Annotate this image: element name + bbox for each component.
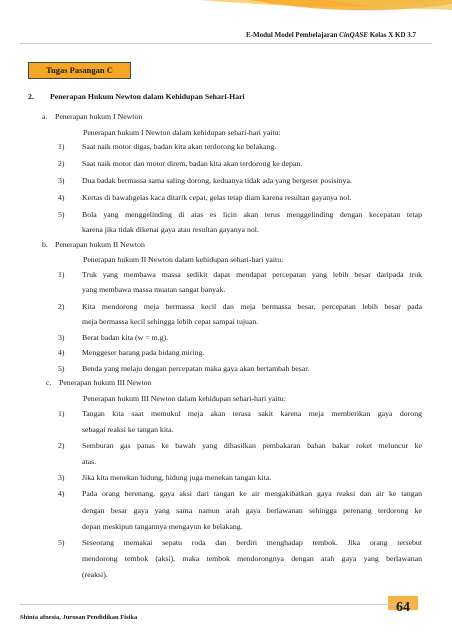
item-text: Kertas di bawahgelas kaca ditarik cepat, gelas tetap diam karena resultan gayanya nol. bbox=[82, 193, 352, 202]
subsection-letter: b. bbox=[42, 240, 48, 249]
subsection-title: Penerapan hukum II Newton bbox=[55, 240, 145, 249]
intro-text: Penerapan hukum I Newton dalam kehidupan sehari-hari yaitu: bbox=[83, 128, 281, 137]
item-text: Benda yang melaju dengan percepatan maka gaya akan bertambah besar. bbox=[82, 364, 310, 373]
item-number: 5) bbox=[58, 210, 65, 219]
item-text: Semburan gas panas ke bawah yang dihasilkan pembakaran bahan bakar roket meluncur ke bbox=[82, 441, 422, 450]
item-text-cont: meja bermassa kecil sehingga lebih cepat sampai tujuan. bbox=[82, 317, 259, 326]
footer-author: Shinta afnesia, Jurusan Pendidikan Fisika bbox=[20, 614, 138, 621]
item-number: 2) bbox=[58, 159, 65, 168]
item-text: Jika kita menekan hidung, hidung juga menekan tangan kita. bbox=[82, 473, 272, 482]
subsection-letter: c. bbox=[46, 378, 52, 387]
task-label-box bbox=[28, 62, 131, 79]
item-text: Saat naik motor dan motor direm, badan kita akan terdorong ke depan. bbox=[82, 159, 303, 168]
item-number: 5) bbox=[58, 364, 65, 373]
item-number: 1) bbox=[58, 142, 65, 151]
item-text: Pada orang berenang, gaya aksi dari tangan ke air mengakibatkan gaya reaksi dan air ke tangan bbox=[82, 489, 422, 498]
item-number: 4) bbox=[58, 348, 65, 357]
item-text: Menggeser barang pada bidang miring. bbox=[82, 348, 205, 357]
task-label: Tugas Pasangan C bbox=[46, 65, 113, 75]
item-text: Bola yang menggelinding di atas es licin akan terus menggelinding dengan kecepatan tetap bbox=[82, 210, 422, 219]
header-decoration bbox=[0, 0, 452, 60]
subsection-title: Penerapan hukum I Newton bbox=[55, 112, 143, 121]
item-text-cont: karena jika tidak dikenai gaya atau resultan gayanya nol. bbox=[82, 225, 259, 234]
intro-text: Penerapan hukum II Newton dalam kehidupan sehari-hari yaitu: bbox=[83, 255, 284, 264]
item-text: Seseorang memakai sepatu roda dan berdiri menghadap tembok. Jika orang tersebut bbox=[82, 538, 422, 547]
page-number: 64 bbox=[396, 600, 410, 615]
item-number: 3) bbox=[58, 176, 65, 185]
item-number: 5) bbox=[58, 538, 65, 547]
item-text-cont: (reaksi). bbox=[82, 570, 108, 579]
section-number: 2. bbox=[28, 92, 34, 101]
item-number: 4) bbox=[58, 489, 65, 498]
item-number: 3) bbox=[58, 333, 65, 342]
subsection-title: Penerapan hukum III Newton bbox=[59, 378, 152, 387]
item-text: Kita mendorong meja bermassa kecil dan meja bermassa besar, percepatan lebih besar pada bbox=[82, 302, 422, 311]
item-text-cont: yang membawa massa muatan sangat banyak. bbox=[82, 285, 226, 294]
item-text: Berat badan kita (w = m.g). bbox=[82, 333, 169, 342]
header-divider bbox=[20, 43, 432, 44]
item-number: 1) bbox=[58, 409, 65, 418]
item-text: Tangan kita saat memukul meja akan terasa sakit karena meja memberikan gaya dorong bbox=[82, 409, 422, 418]
footer-divider bbox=[20, 604, 412, 605]
intro-text: Penerapan hukum III Newton dalam kehidupan sehari-hari yaitu: bbox=[83, 394, 286, 403]
item-text-cont: depan meskipun tangannya mengayun ke belakang. bbox=[82, 522, 243, 531]
item-text-cont: atas. bbox=[82, 457, 97, 466]
subsection-letter: a. bbox=[42, 112, 48, 121]
item-text: Saat naik motor digas, badan kita akan terdorong ke belakang. bbox=[82, 142, 277, 151]
item-number: 2) bbox=[58, 302, 65, 311]
item-text-cont: sebagai reaksi ke tangan kita. bbox=[82, 425, 174, 434]
item-number: 3) bbox=[58, 473, 65, 482]
item-number: 4) bbox=[58, 193, 65, 202]
section-title: Penerapan Hukum Newton dalam Kehidupan Sehari-Hari bbox=[50, 92, 245, 101]
page-header: E-Modul Model Pembelajaran CinQASE Kelas X KD 3.7 bbox=[246, 31, 416, 39]
item-number: 2) bbox=[58, 441, 65, 450]
item-text-cont: mendorong tembok (aksi), maka tembok mendorongnya dengan arah gaya yang berlawanan bbox=[82, 554, 422, 563]
item-text-cont: dengan besar gaya yang sama namun arah gaya berlawanan sehingga perenang terdorong ke bbox=[82, 506, 422, 515]
item-text: Truk yang membawa massa sedikit dapat mendapat percepatan yang lebih besar daripada truk bbox=[82, 270, 422, 279]
item-number: 1) bbox=[58, 270, 65, 279]
item-text: Dua badak bermassa sama saling dorong, keduanya tidak ada yang bergeser posisinya. bbox=[82, 176, 352, 185]
